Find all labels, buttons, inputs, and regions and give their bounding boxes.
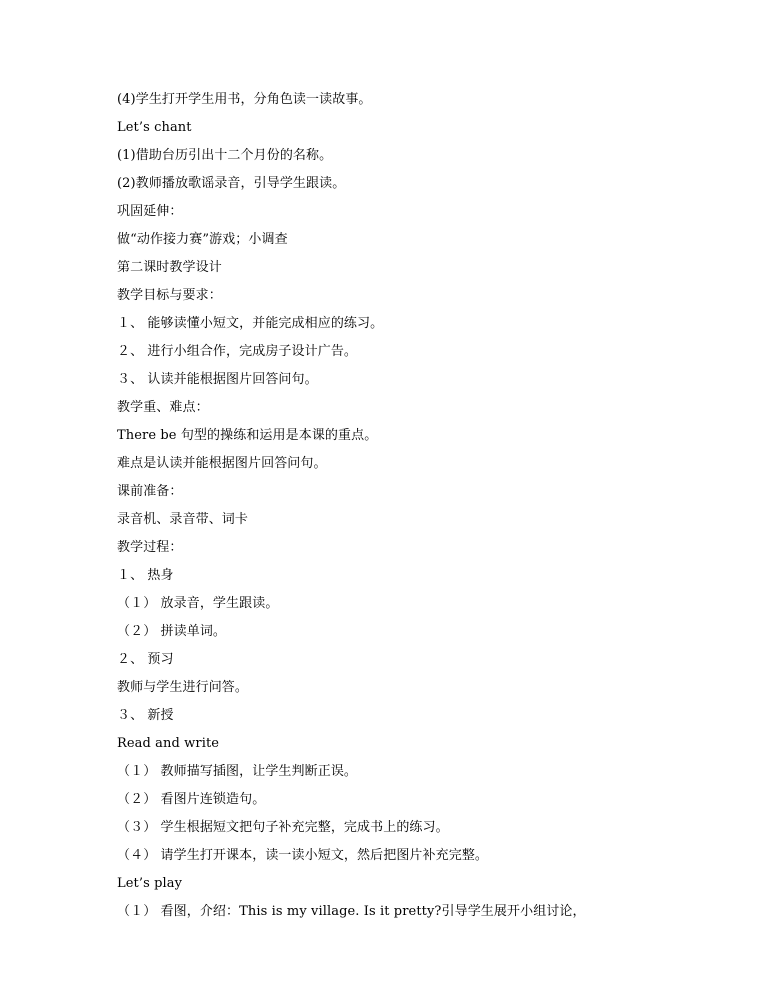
section-heading: 第二课时教学设计: [117, 260, 222, 275]
text-line: (1)借助台历引出十二个月份的名称。: [117, 148, 333, 163]
text-line: (4)学生打开学生用书，分角色读一读故事。: [117, 92, 372, 107]
numbered-item: （１） 放录音，学生跟读。: [117, 596, 279, 611]
numbered-item: （１） 教师描写插图，让学生判断正误。: [117, 764, 358, 779]
text-line: 教学目标与要求：: [117, 288, 222, 303]
numbered-item: ２、 预习: [117, 652, 174, 667]
numbered-item: （１） 看图，介绍：This is my village. Is it pretty?引导学生展开小组讨论，: [117, 904, 586, 919]
text-line: There be 句型的操练和运用是本课的重点。: [117, 428, 378, 443]
text-line: 教师与学生进行问答。: [117, 680, 249, 695]
text-line: Read and write: [117, 736, 220, 751]
text-line: 巩固延伸：: [117, 204, 183, 219]
numbered-item: （２） 看图片连锁造句。: [117, 792, 266, 807]
numbered-item: （２） 拼读单词。: [117, 624, 227, 639]
numbered-item: （３） 学生根据短文把句子补充完整，完成书上的练习。: [117, 820, 449, 835]
text-line: 做“动作接力赛”游戏；小调查: [117, 232, 288, 247]
text-line: Let’s play: [117, 876, 183, 891]
numbered-item: （４） 请学生打开课本，读一读小短文，然后把图片补充完整。: [117, 848, 489, 863]
numbered-item: １、 热身: [117, 568, 174, 583]
text-line: 教学重、难点：: [117, 400, 209, 415]
numbered-item: ２、 进行小组合作，完成房子设计广告。: [117, 344, 358, 359]
text-line: 难点是认读并能根据图片回答问句。: [117, 456, 327, 471]
text-line: (2)教师播放歌谣录音，引导学生跟读。: [117, 176, 346, 191]
text-line: 教学过程：: [117, 540, 183, 555]
numbered-item: ３、 认读并能根据图片回答问句。: [117, 372, 318, 387]
numbered-item: ３、 新授: [117, 708, 174, 723]
text-line: 课前准备：: [117, 484, 183, 499]
numbered-item: １、 能够读懂小短文，并能完成相应的练习。: [117, 316, 384, 331]
text-line: Let’s chant: [117, 120, 192, 135]
text-line: 录音机、录音带、词卡: [117, 512, 249, 527]
